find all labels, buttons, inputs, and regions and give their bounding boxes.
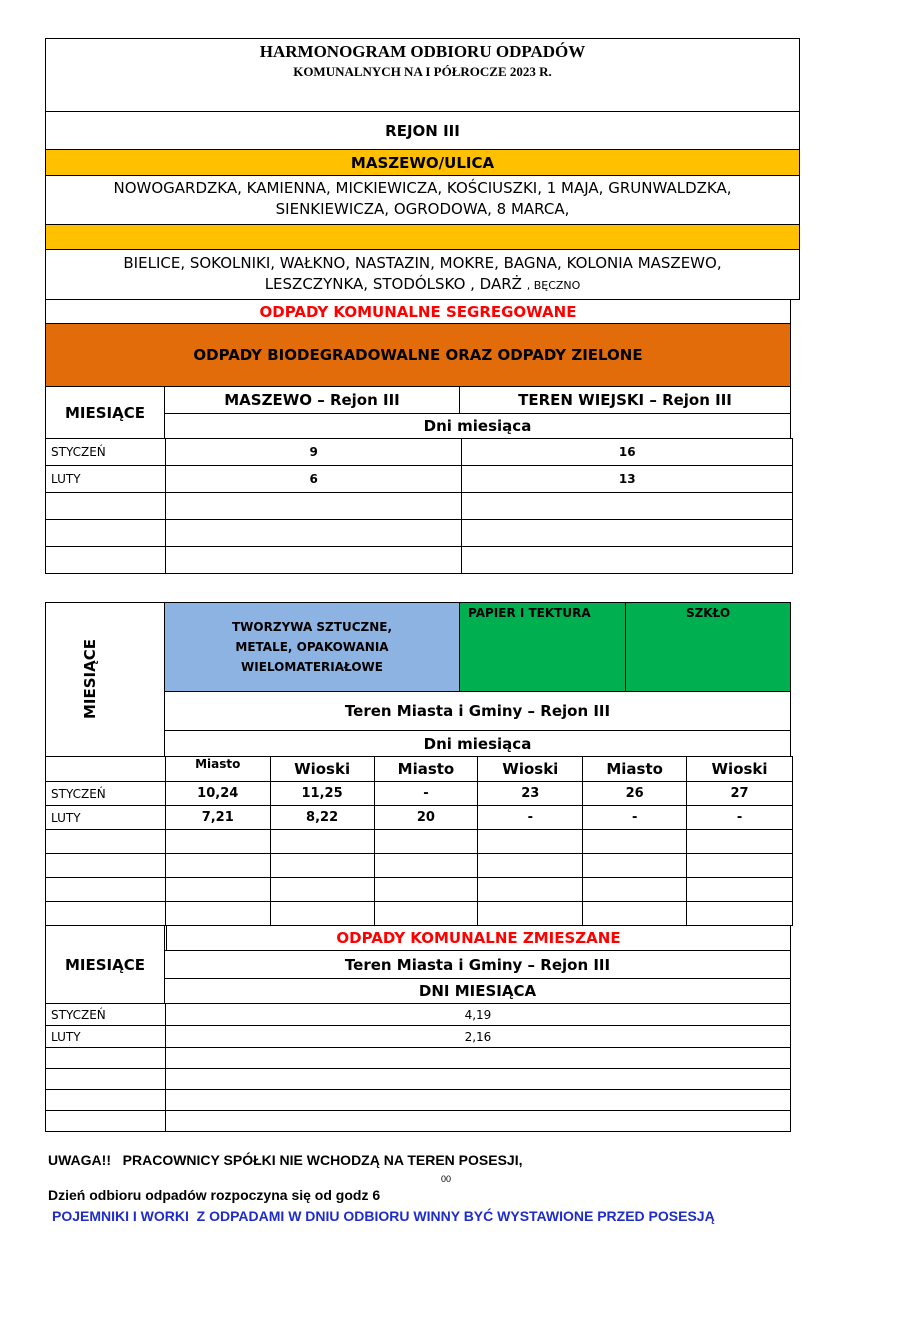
rural-day-cell <box>462 493 793 520</box>
plastics-header: TWORZYWA SZTUCZNE, METALE, OPAKOWANIA WIELOMATERIAŁOWE <box>164 602 460 692</box>
day-cell <box>165 1048 790 1069</box>
town-day-cell <box>165 520 462 547</box>
seg-months-box <box>45 602 165 757</box>
day-cell <box>583 830 687 854</box>
table-row <box>46 1026 791 1048</box>
table-row <box>46 1090 791 1111</box>
table-row <box>46 782 793 806</box>
day-cell: 2,16 <box>165 1026 790 1048</box>
month-cell: LUTY <box>46 806 166 830</box>
day-cell: 7,21 <box>165 806 270 830</box>
day-cell: - <box>687 806 793 830</box>
table-row <box>46 854 793 878</box>
bio-days-label: Dni miesiąca <box>164 413 791 439</box>
title-box <box>45 38 800 112</box>
day-cell: 8,22 <box>270 806 374 830</box>
day-cell <box>374 902 478 926</box>
day-cell <box>478 878 583 902</box>
streets-line-2: SIENKIEWICZA, OGRODOWA, 8 MARCA, <box>275 200 570 218</box>
rural-day-cell <box>462 520 793 547</box>
day-cell <box>270 830 374 854</box>
month-cell <box>46 854 166 878</box>
day-cell: 10,24 <box>165 782 270 806</box>
table-row <box>46 806 793 830</box>
day-cell <box>374 878 478 902</box>
day-cell <box>165 854 270 878</box>
bio-table <box>45 438 793 574</box>
month-cell <box>46 830 166 854</box>
bio-col-town: MASZEWO – Rejon III <box>164 386 460 414</box>
seg-days-label: Dni miesiąca <box>164 730 791 757</box>
table-row <box>46 1111 791 1132</box>
month-cell <box>46 1111 166 1132</box>
villages-line-2: LESZCZYNKA, STODÓLSKO , DARŻ <box>264 275 522 293</box>
paper-header: PAPIER I TEKTURA <box>459 602 626 692</box>
town-day-cell: 6 <box>165 466 462 493</box>
day-cell: 4,19 <box>165 1004 790 1026</box>
day-cell: 11,25 <box>270 782 374 806</box>
month-cell <box>46 520 166 547</box>
table-row <box>46 1048 791 1069</box>
rural-day-cell: 13 <box>462 466 793 493</box>
month-cell <box>46 902 166 926</box>
streets-line-1: NOWOGARDZKA, KAMIENNA, MICKIEWICZA, KOŚCIUSZKI, 1 MAJA, GRUNWALDZKA, <box>113 179 732 197</box>
segregated-title: ODPADY KOMUNALNE SEGREGOWANE <box>45 299 791 324</box>
rural-day-cell: 16 <box>462 439 793 466</box>
day-cell <box>165 1090 790 1111</box>
page-subtitle: KOMUNALNYCH NA I PÓŁROCZE 2023 R. <box>293 64 552 79</box>
subheader-cell: Miasto <box>165 757 270 782</box>
day-cell <box>478 830 583 854</box>
day-cell <box>478 854 583 878</box>
seg-area-label: Teren Miasta i Gminy – Rejon III <box>164 691 791 731</box>
month-cell: STYCZEŃ <box>46 439 166 466</box>
day-cell <box>374 854 478 878</box>
mixed-days-label: DNI MIESIĄCA <box>164 978 791 1004</box>
day-cell: 26 <box>583 782 687 806</box>
villages-line-1: BIELICE, SOKOLNIKI, WAŁKNO, NASTAZIN, MOKRE, BAGNA, KOLONIA MASZEWO, <box>123 254 722 272</box>
day-cell <box>478 902 583 926</box>
bio-col-rural: TEREN WIEJSKI – Rejon III <box>459 386 791 414</box>
subheader-cell: Miasto <box>374 757 478 782</box>
day-cell: - <box>478 806 583 830</box>
streets-box <box>45 175 800 225</box>
day-cell <box>583 878 687 902</box>
rural-day-cell <box>462 547 793 574</box>
day-cell: - <box>583 806 687 830</box>
table-row <box>46 439 793 466</box>
town-day-cell: 9 <box>165 439 462 466</box>
town-label: MASZEWO/ULICA <box>45 149 800 176</box>
day-cell: 20 <box>374 806 478 830</box>
day-cell <box>687 902 793 926</box>
subheader-cell: Miasto <box>583 757 687 782</box>
table-row <box>46 520 793 547</box>
table-row <box>46 830 793 854</box>
day-cell <box>165 1069 790 1090</box>
superscript-zero: 00 <box>441 1174 452 1184</box>
region-label: REJON III <box>45 111 800 150</box>
yellow-divider <box>45 224 800 250</box>
day-cell: 27 <box>687 782 793 806</box>
month-cell: LUTY <box>46 1026 166 1048</box>
containers-note: POJEMNIKI I WORKI Z ODPADAMI W DNIU ODBIORU WINNY BYĆ WYSTAWIONE PRZED POSESJĄ <box>52 1208 715 1224</box>
day-cell <box>374 830 478 854</box>
mixed-area-label: Teren Miasta i Gminy – Rejon III <box>164 950 791 979</box>
subheader-cell: Wioski <box>687 757 793 782</box>
seg-table <box>45 756 793 926</box>
start-time-note: Dzień odbioru odpadów rozpoczyna się od godz 6 <box>48 1187 381 1203</box>
bio-title: ODPADY BIODEGRADOWALNE ORAZ ODPADY ZIELONE <box>45 323 791 387</box>
villages-small: , BĘCZNO <box>526 279 581 292</box>
month-cell <box>46 1048 166 1069</box>
mixed-title: ODPADY KOMUNALNE ZMIESZANE <box>166 925 791 951</box>
table-row <box>46 1069 791 1090</box>
table-row <box>46 878 793 902</box>
month-cell <box>46 547 166 574</box>
table-row <box>46 466 793 493</box>
table-row <box>46 547 793 574</box>
glass-header: SZKŁO <box>625 602 791 692</box>
mixed-table <box>45 1003 791 1132</box>
town-day-cell <box>165 493 462 520</box>
month-cell <box>46 1069 166 1090</box>
month-cell <box>46 493 166 520</box>
day-cell <box>165 878 270 902</box>
day-cell <box>270 854 374 878</box>
subheader-cell: Wioski <box>270 757 374 782</box>
day-cell <box>687 878 793 902</box>
month-cell: LUTY <box>46 466 166 493</box>
town-day-cell <box>165 547 462 574</box>
table-row <box>46 1004 791 1026</box>
day-cell <box>165 830 270 854</box>
day-cell <box>583 854 687 878</box>
page-title: HARMONOGRAM ODBIORU ODPADÓW <box>259 42 586 61</box>
seg-months-label: MIESIĄCE <box>81 639 99 720</box>
subheader-cell: Wioski <box>478 757 583 782</box>
day-cell <box>687 854 793 878</box>
table-row <box>46 902 793 926</box>
day-cell <box>687 830 793 854</box>
month-cell: STYCZEŃ <box>46 782 166 806</box>
day-cell <box>270 902 374 926</box>
day-cell: - <box>374 782 478 806</box>
month-cell <box>46 878 166 902</box>
bio-months-label: MIESIĄCE <box>45 386 165 439</box>
warning-note: UWAGA!! PRACOWNICY SPÓŁKI NIE WCHODZĄ NA TEREN POSESJI, <box>48 1152 523 1168</box>
day-cell <box>270 878 374 902</box>
month-cell <box>46 1090 166 1111</box>
day-cell: 23 <box>478 782 583 806</box>
month-cell: STYCZEŃ <box>46 1004 166 1026</box>
subheader-row <box>46 757 793 782</box>
day-cell <box>583 902 687 926</box>
mixed-months-label: MIESIĄCE <box>45 925 165 1004</box>
day-cell <box>165 1111 790 1132</box>
villages-box <box>45 249 800 300</box>
day-cell <box>165 902 270 926</box>
table-row <box>46 493 793 520</box>
